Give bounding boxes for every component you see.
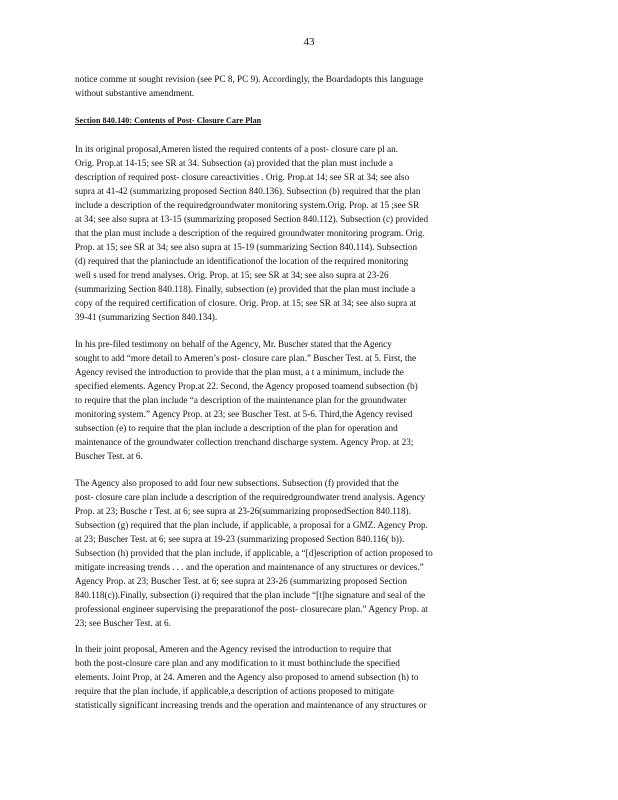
text-line: that the plan must include a description of the required groundwater monitoring program. Orig. [75,228,425,238]
text-line: (summarizing Section 840.118). Finally, subsection (e) provided that the plan must include a [75,284,416,294]
text-line: The Agency also proposed to add four new subsections. Subsection (f) provided that the [75,478,399,488]
text-line: require that the plan include, if applicable,a description of actions proposed to mitigate [75,686,394,696]
text-line: description of required post- closure careactivities . Orig. Prop.at 14; see SR at 34; see also [75,172,410,182]
text-line: 840.118(c)).Finally, subsection (i) required that the plan include “[t]he signature and seal of the [75,590,426,600]
text-line: In their joint proposal, Ameren and the Agency revised the introduction to require that [75,644,392,654]
text-line: sought to add “more detail to Ameren’s post- closure care plan.” Buscher Test. at 5. First, the [75,353,417,363]
section-heading: Section 840.140: Contents of Post- Closure Care Plan [75,116,262,125]
text-line: specified elements. Agency Prop.at 22. Second, the Agency proposed toamend subsection (b) [75,381,418,391]
text-line: 23; see Buscher Test. at 6. [75,618,171,628]
text-line: statistically significant increasing trends and the operation and maintenance of any structures or [75,700,427,710]
text-line: at 34; see also supra at 13-15 (summarizing proposed Section 840.112). Subsection (c) provided [75,214,429,224]
text-line: include a description of the requiredgroundwater monitoring system.Orig. Prop. at 15 ;see SR [75,200,420,210]
text-line: Orig. Prop.at 14-15; see SR at 34. Subsection (a) provided that the plan must include a [75,158,393,168]
text-line: notice comme nt sought revision (see PC 8, PC 9). Accordingly, the Boardadopts this language [75,74,424,84]
text-line: copy of the required certification of closure. Orig. Prop. at 15; see SR at 34; see also supra at [75,298,417,308]
text-line: mitigate increasing trends . . . and the operation and maintenance of any structures or devices.” [75,562,424,572]
text-line: to require that the plan include “a description of the maintenance plan for the groundwater [75,395,407,405]
text-line: 39-41 (summarizing Section 840.134). [75,312,218,322]
text-line: Prop. at 15; see SR at 34; see also supra at 15-19 (summarizing Section 840.114). Subsection [75,242,418,252]
text-line: Buscher Test. at 6. [75,451,143,461]
text-line: In his pre-filed testimony on behalf of the Agency, Mr. Buscher stated that the Agency [75,339,392,349]
text-line: both the post-closure care plan and any modification to it must bothinclude the specified [75,658,400,668]
text-line: Subsection (g) required that the plan include, if applicable, a proposal for a GMZ. Agency Prop. [75,520,428,530]
text-line: elements. Joint Prop, at 24. Ameren and the Agency also proposed to amend subsection (h) to [75,672,419,682]
text-line: monitoring system.” Agency Prop. at 23; see Buscher Test. at 5-6. Third,the Agency revised [75,409,413,419]
text-line: In its original proposal,Ameren listed the required contents of a post- closure care pl an. [75,144,398,154]
text-line: professional engineer supervising the preparationof the post- closurecare plan.” Agency Prop. at [75,604,428,614]
text-line: well s used for trend analyses. Orig. Prop. at 15; see SR at 34; see also supra at 23-26 [75,270,389,280]
text-line: post- closure care plan include a description of the requiredgroundwater trend analysis. Agency [75,492,426,502]
text-line: without substantive amendment. [75,88,195,98]
text-line: supra at 41-42 (summarizing proposed Section 840.136). Subsection (b) required that the plan [75,186,421,196]
text-line: maintenance of the groundwater collection trenchand discharge system. Agency Prop. at 23; [75,437,414,447]
paragraph [75,142,542,324]
text-line: Prop. at 23; Busche r Test. at 6; see supra at 23-26(summarizing proposedSection 840.118). [75,506,411,516]
text-line: (d) required that the planinclude an identificationof the location of the required monitoring [75,256,409,266]
paragraph [75,476,542,630]
paragraph [75,337,542,463]
page-number: 43 [303,36,315,48]
text-line: Agency Prop. at 23; Buscher Test. at 6; see supra at 23-26 (summarizing proposed Section [75,576,407,586]
text-line: subsection (e) to require that the plan include a description of the plan for operation and [75,423,398,433]
text-line: at 23; Buscher Test. at 6; see supra at 19-23 (summarizing proposed Section 840.116( b)). [75,534,405,544]
paragraph [75,72,542,100]
text-line: Subsection (h) provided that the plan include, if applicable, a “[d]escription of action proposed to [75,548,433,558]
paragraph [75,642,542,712]
text-line: Agency revised the introduction to provide that the plan must, a t a minimum, include the [75,367,404,377]
